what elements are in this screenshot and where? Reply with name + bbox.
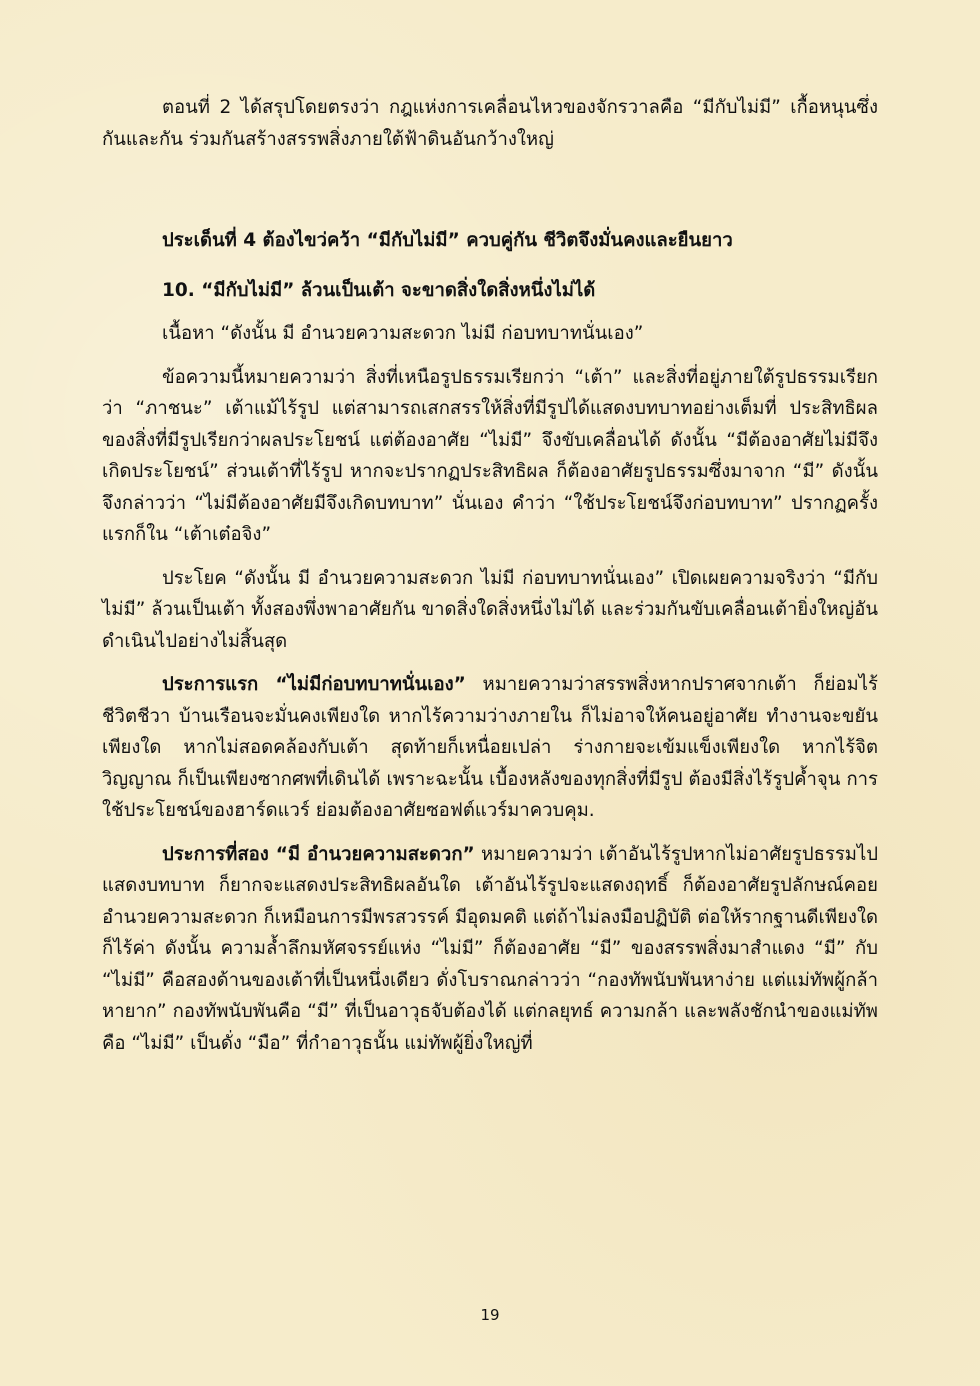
second-point-lead: ประการที่สอง “มี อำนวยความสะดวก” [162,843,475,865]
heading-issue-4: ประเด็นที่ 4 ต้องไขว่คว้า “มีกับไม่มี” ควบคู่กัน ชีวิตจึงมั่นคงและยืนยาว [162,230,733,251]
paragraph-explanation: ข้อความนี้หมายความว่า สิ่งที่เหนือรูปธรรมเรียกว่า “เต้า” และสิ่งที่อยู่ภายใต้รูปธรรมเรียกว่า “ภาชนะ” เต้าแม้ไร้รูป แต่สามารถเสกสรรให้สิ่งที่มีรูปได้แสดงบทบาทอย่างเต็มที่ ประสิทธิผลของสิ่งที่มีรูปเรียกว่าผลประโยชน์ แต่ต้องอาศัย “ไม่มี” จึงขับเคลื่อนได้ ดังนั้น “มีต้องอาศัยไม่มีจึงเกิดประโยชน์” ส่วนเต้าที่ไร้รูป หากจะปรากฏประสิทธิผล ก็ต้องอาศัยรูปธรรมซึ่งมาจาก “มี” ดังนั้น จึงกล่าวว่า “ไม่มีต้องอาศัยมีจึงเกิดบทบาท” นั่นเอง คำว่า “ใช้ประโยชน์จึงก่อบทบาท” ปรากฏครั้งแรกก็ใน “เต้าเต๋อจิง” [102,366,878,545]
paragraph-content-quote: เนื้อหา “ดังนั้น มี อำนวยความสะดวก ไม่มี ก่อบทบาทนั่นเอง” [162,323,644,344]
paragraph-first-point [102,669,878,827]
second-point-body: หมายความว่า เต้าอันไร้รูปหากไม่อาศัยรูปธรรมไปแสดงบทบาท ก็ยากจะแสดงประสิทธิผลอันใด เต้าอันไร้รูปจะแสดงฤทธิ์ ก็ต้องอาศัยรูปลักษณ์คอยอำนวยความสะดวก ก็เหมือนการมีพรสวรรค์ มีอุดมคติ แต่ถ้าไม่ลงมือปฏิบัติ ต่อให้รากฐานดีเพียงใดก็ไร้ค่า ดังนั้น ความล้ำลึกมหัศจรรย์แห่ง “ไม่มี” ก็ต้องอาศัย “มี” ของสรรพสิ่งมาสำแดง “มี” กับ “ไม่มี” คือสองด้านของเต้าที่เป็นหนึ่งเดียว ดั่งโบราณกล่าวว่า “กองทัพนับพันหาง่าย แต่แม่ทัพผู้กล้าหายาก” กองทัพนับพันคือ “มี” ที่เป็นอาวุธจับต้องได้ แต่กลยุทธ์ ความกล้า และพลังชักนำของแม่ทัพ คือ “ไม่มี” เป็นดั่ง “มือ” ที่กำอาวุธนั้น แม่ทัพผู้ยิ่งใหญ่ที่ [102,843,879,1054]
heading-section-10: 10. “มีกับไม่มี” ล้วนเป็นเต้า จะขาดสิ่งใดสิ่งหนึ่งไม่ได้ [162,279,596,301]
first-point-body: หมายความว่าสรรพสิ่งหากปราศจากเต้า ก็ย่อมไร้ชีวิตชีวา บ้านเรือนจะมั่นคงเพียงใด หากไร้ความว่างภายใน ก็ไม่อาจให้คนอยู่อาศัย ทำงานจะขยันเพียงใด หากไม่สอดคล้องกับเต้า สุดท้ายก็เหนื่อยเปล่า ร่างกายจะเข้มแข็งเพียงใด หากไร้จิตวิญญาณ ก็เป็นเพียงซากศพที่เดินได้ เพราะฉะนั้น เบื้องหลังของทุกสิ่งที่มีรูป ต้องมีสิ่งไร้รูปค้ำจุน การใช้ประโยชน์ของฮาร์ดแวร์ ย่อมต้องอาศัยซอฟต์แวร์มาควบคุม. [102,674,878,821]
paragraph-sentence-meaning: ประโยค “ดังนั้น มี อำนวยความสะดวก ไม่มี ก่อบทบาทนั่นเอง” เปิดเผยความจริงว่า “มีกับไม่มี” ล้วนเป็นเต้า ทั้งสองพึ่งพาอาศัยกัน ขาดสิ่งใดสิ่งหนึ่งไม่ได้ และร่วมกันขับเคลื่อนเต้ายิ่งใหญ่อันดำเนินไปอย่างไม่สิ้นสุด [102,567,878,652]
paragraph-intro: ตอนที่ 2 ได้สรุปโดยตรงว่า กฎแห่งการเคลื่อนไหวของจักรวาลคือ “มีกับไม่มี” เกื้อหนุนซึ่งกันและกัน ร่วมกันสร้างสรรพสิ่งภายใต้ฟ้าดินอันกว้างใหญ่ [102,97,878,150]
page-number: 19 [480,1306,500,1324]
first-point-lead: ประการแรก “ไม่มีก่อบทบาทนั่นเอง” [162,674,466,695]
paragraph-second-point [102,839,878,1060]
